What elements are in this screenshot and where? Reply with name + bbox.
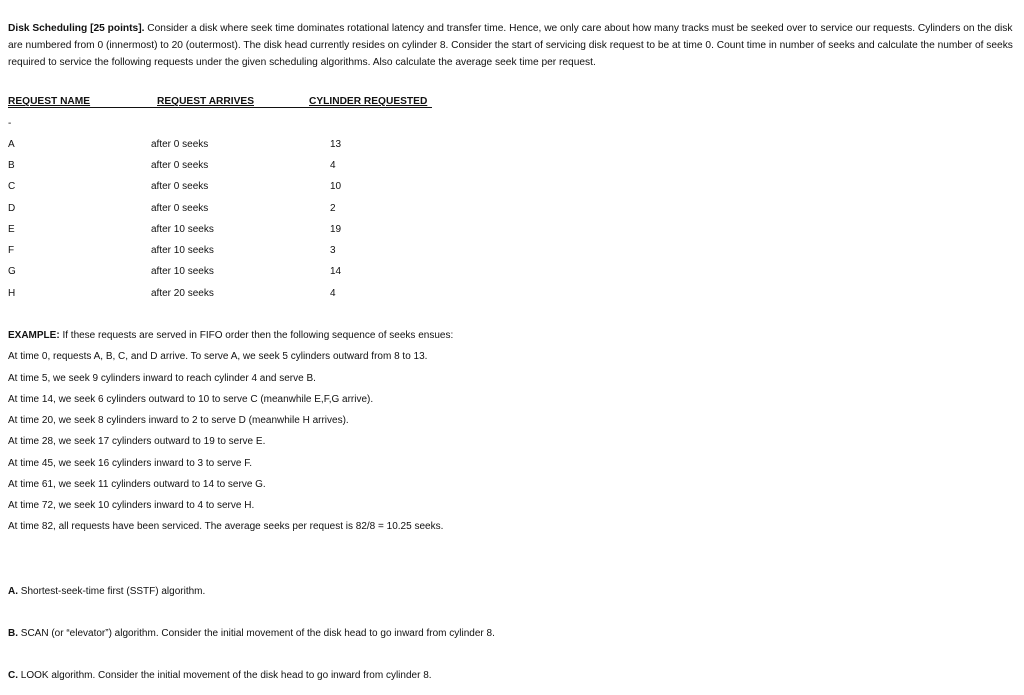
table-row: [0, 224, 600, 242]
cylinder-requested: 2: [330, 203, 336, 214]
example-intro-text: If these requests are served in FIFO order then the following sequence of seeks ensues:: [59, 330, 454, 341]
request-arrives: after 10 seeks: [151, 224, 214, 235]
table-row: [0, 181, 600, 199]
question-label: A.: [8, 586, 18, 597]
cylinder-requested: 4: [330, 288, 336, 299]
problem-title: Disk Scheduling [25 points].: [8, 23, 145, 34]
request-arrives: after 0 seeks: [151, 160, 209, 171]
question-text: SCAN (or “elevator”) algorithm. Consider the initial movement of the disk head to go inward from cylinder 8.: [18, 628, 495, 639]
table-row: [0, 288, 600, 306]
problem-body: Consider a disk where seek time dominates rotational latency and transfer time. Hence, we only care about how many tracks must be seeked over to service our requests. Cylinders on the disk are numbered from 0 (innermost) to 20 (outermost). The disk head currently resides on cylinder 8. Consider the start of servicing disk request to be at time 0. Count time in number of seeks and calculate the number of seeks required to service the following requests under the given scheduling algorithms. Also calculate the average seek time per request.: [8, 23, 1013, 68]
table-row: [0, 266, 600, 284]
header-request-name: REQUEST NAME: [8, 96, 91, 107]
request-arrives: after 10 seeks: [151, 266, 214, 277]
header-cylinder-requested: CYLINDER REQUESTED: [309, 96, 428, 107]
example-line: At time 0, requests A, B, C, and D arrive. To serve A, we seek 5 cylinders outward from 8 to 13.: [8, 351, 428, 362]
example-line: At time 28, we seek 17 cylinders outward to 19 to serve E.: [8, 436, 266, 447]
request-arrives: after 0 seeks: [151, 203, 209, 214]
cylinder-requested: 3: [330, 245, 336, 256]
request-name: D: [8, 203, 16, 214]
request-name: G: [8, 266, 16, 277]
table-row: [0, 160, 600, 178]
example-line: At time 45, we seek 16 cylinders inward to 3 to serve F.: [8, 458, 252, 469]
example-intro: [8, 330, 453, 341]
example-line: At time 14, we seek 6 cylinders outward to 10 to serve C (meanwhile E,F,G arrive).: [8, 394, 374, 405]
request-name: A: [8, 139, 15, 150]
example-line: At time 5, we seek 9 cylinders inward to reach cylinder 4 and serve B.: [8, 373, 316, 384]
table-row: [0, 203, 600, 221]
question-a: [8, 586, 205, 597]
example-line: At time 61, we seek 11 cylinders outward to 14 to serve G.: [8, 479, 266, 490]
question-label: C.: [8, 670, 18, 681]
request-arrives: after 20 seeks: [151, 288, 214, 299]
request-name: B: [8, 160, 15, 171]
example-line: At time 20, we seek 8 cylinders inward to 2 to serve D (meanwhile H arrives).: [8, 415, 349, 426]
cylinder-requested: 4: [330, 160, 336, 171]
request-arrives: after 0 seeks: [151, 181, 209, 192]
question-c: [8, 670, 432, 681]
table-row: [0, 139, 600, 157]
request-name: H: [8, 288, 16, 299]
example-line: At time 72, we seek 10 cylinders inward to 4 to serve H.: [8, 500, 255, 511]
problem-statement: [8, 20, 1020, 71]
example-line: At time 82, all requests have been serviced. The average seeks per request is 82/8 = 10.25 seeks.: [8, 521, 444, 532]
example-label: EXAMPLE:: [8, 330, 60, 341]
question-text: Shortest-seek-time first (SSTF) algorithm.: [18, 586, 206, 597]
question-text: LOOK algorithm. Consider the initial movement of the disk head to go inward from cylinder 8.: [18, 670, 432, 681]
request-arrives: after 10 seeks: [151, 245, 214, 256]
cylinder-requested: 13: [330, 139, 342, 150]
request-arrives: after 0 seeks: [151, 139, 209, 150]
question-b: [8, 628, 495, 639]
request-name: F: [8, 245, 15, 256]
header-request-arrives: REQUEST ARRIVES: [157, 96, 254, 107]
table-row: [0, 245, 600, 263]
header-underline: [8, 107, 432, 108]
cylinder-requested: 10: [330, 181, 342, 192]
cylinder-requested: 19: [330, 224, 342, 235]
cylinder-requested: 14: [330, 266, 342, 277]
question-label: B.: [8, 628, 18, 639]
request-name: E: [8, 224, 15, 235]
request-name: C: [8, 181, 16, 192]
table-separator: -: [8, 118, 12, 129]
